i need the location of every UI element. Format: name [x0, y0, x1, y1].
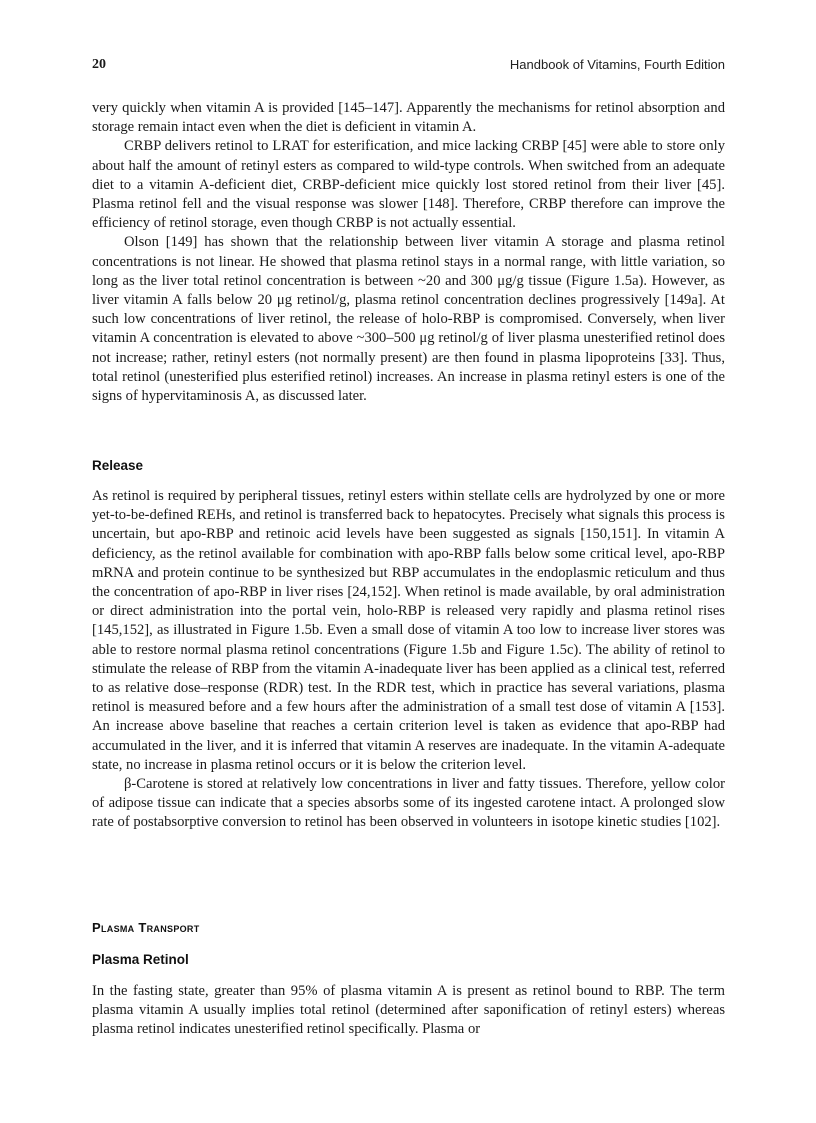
book-title: Handbook of Vitamins, Fourth Edition	[509, 57, 725, 72]
paragraph: Olson [149] has shown that the relationship between liver vitamin A storage and plasma retinol concentrations is not linear. He showed that plasma retinol stays in a normal range, with little variation, so long as the liver total retinol concentration is between ~20 and 300 μg/g tissue (Figure 1.5a). However, as liver vitamin A falls below 20 μg retinol/g, plasma retinol concentration declines progressively [149a]. At such low concentrations of liver retinol, the release of holo-RBP is compromised. Conversely, when liver vitamin A concentration is elevated to above ~300–500 μg retinol/g of liver plasma unesterified retinol does not increase; rather, retinyl esters (not normally present) are then found in plasma lipoproteins [33]. Thus, total retinol (unesterified plus esterified retinol) increases. An increase in plasma retinyl esters is one of the signs of hypervitaminosis A, as discussed later.	[92, 234, 725, 405]
storage-section-text	[92, 99, 725, 406]
page-number: 20	[92, 57, 106, 72]
subsection-heading-plasma-retinol: Plasma Retinol	[92, 952, 189, 967]
section-heading-plasma-transport: Plasma Transport	[92, 920, 200, 935]
paragraph: very quickly when vitamin A is provided [145–147]. Apparently the mechanisms for retinol absorption and storage remain intact even when the diet is deficient in vitamin A.	[92, 100, 725, 136]
section-heading-release: Release	[92, 458, 144, 473]
running-head	[92, 57, 725, 75]
paragraph: As retinol is required by peripheral tissues, retinyl esters within stellate cells are hydrolyzed by one or more yet-to-be-defined REHs, and retinol is transferred back to hepatocytes. Precisely what signals this process is uncertain, but apo-RBP and retinoic acid levels have been suggested as signals [150,151]. In vitamin A deficiency, as the retinol available for combination with apo-RBP falls below some critical level, apo-RBP mRNA and protein continue to be synthesized but RBP accumulates in the endoplasmic reticulum and thus the concentration of apo-RBP in liver rises [24,152]. When retinol is made available, by oral administration or direct administration into the portal vein, holo-RBP is released very rapidly and plasma retinol rises [145,152], as illustrated in Figure 1.5b. Even a small dose of vitamin A too low to increase liver stores was able to restore normal plasma retinol concentrations (Figure 1.5b and Figure 1.5c). The ability of retinol to stimulate the release of RBP from the vitamin A-inadequate liver has been applied as a clinical test, referred to as relative dose–response (RDR) test. In the RDR test, which in practice has several variations, plasma retinol is measured before and a few hours after the administration of a small test dose of vitamin A [153]. An increase above baseline that reaches a certain criterion level is taken as evidence that apo-RBP had accumulated in the liver, and it is inferred that vitamin A reserves are inadequate. In the vitamin A-adequate state, no increase in plasma retinol occurs or it is below the criterion level.	[92, 488, 725, 773]
plasma-retinol-text	[92, 982, 725, 1040]
paragraph: β-Carotene is stored at relatively low concentrations in liver and fatty tissues. Therefore, yellow color of adipose tissue can indicate that a species absorbs some of its ingested carotene intact. A prolonged slow rate of postabsorptive conversion to retinol has been observed in volunteers in isotope kinetic studies [102].	[92, 776, 725, 831]
paragraph: In the fasting state, greater than 95% of plasma vitamin A is present as retinol bound to RBP. The term plasma vitamin A usually implies total retinol (determined after saponification of retinyl esters) whereas plasma retinol indicates unesterified retinol specifically. Plasma or	[92, 983, 725, 1038]
paragraph: CRBP delivers retinol to LRAT for esterification, and mice lacking CRBP [45] were able to store only about half the amount of retinyl esters as compared to wild-type controls. When switched from an adequate diet to a vitamin A-deficient diet, CRBP-deficient mice quickly lost stored retinol from their liver [45]. Plasma retinol fell and the visual response was slower [148]. Therefore, CRBP therefore can improve the efficiency of retinol storage, even though CRBP is not actually essential.	[92, 138, 725, 232]
release-section-text	[92, 487, 725, 833]
